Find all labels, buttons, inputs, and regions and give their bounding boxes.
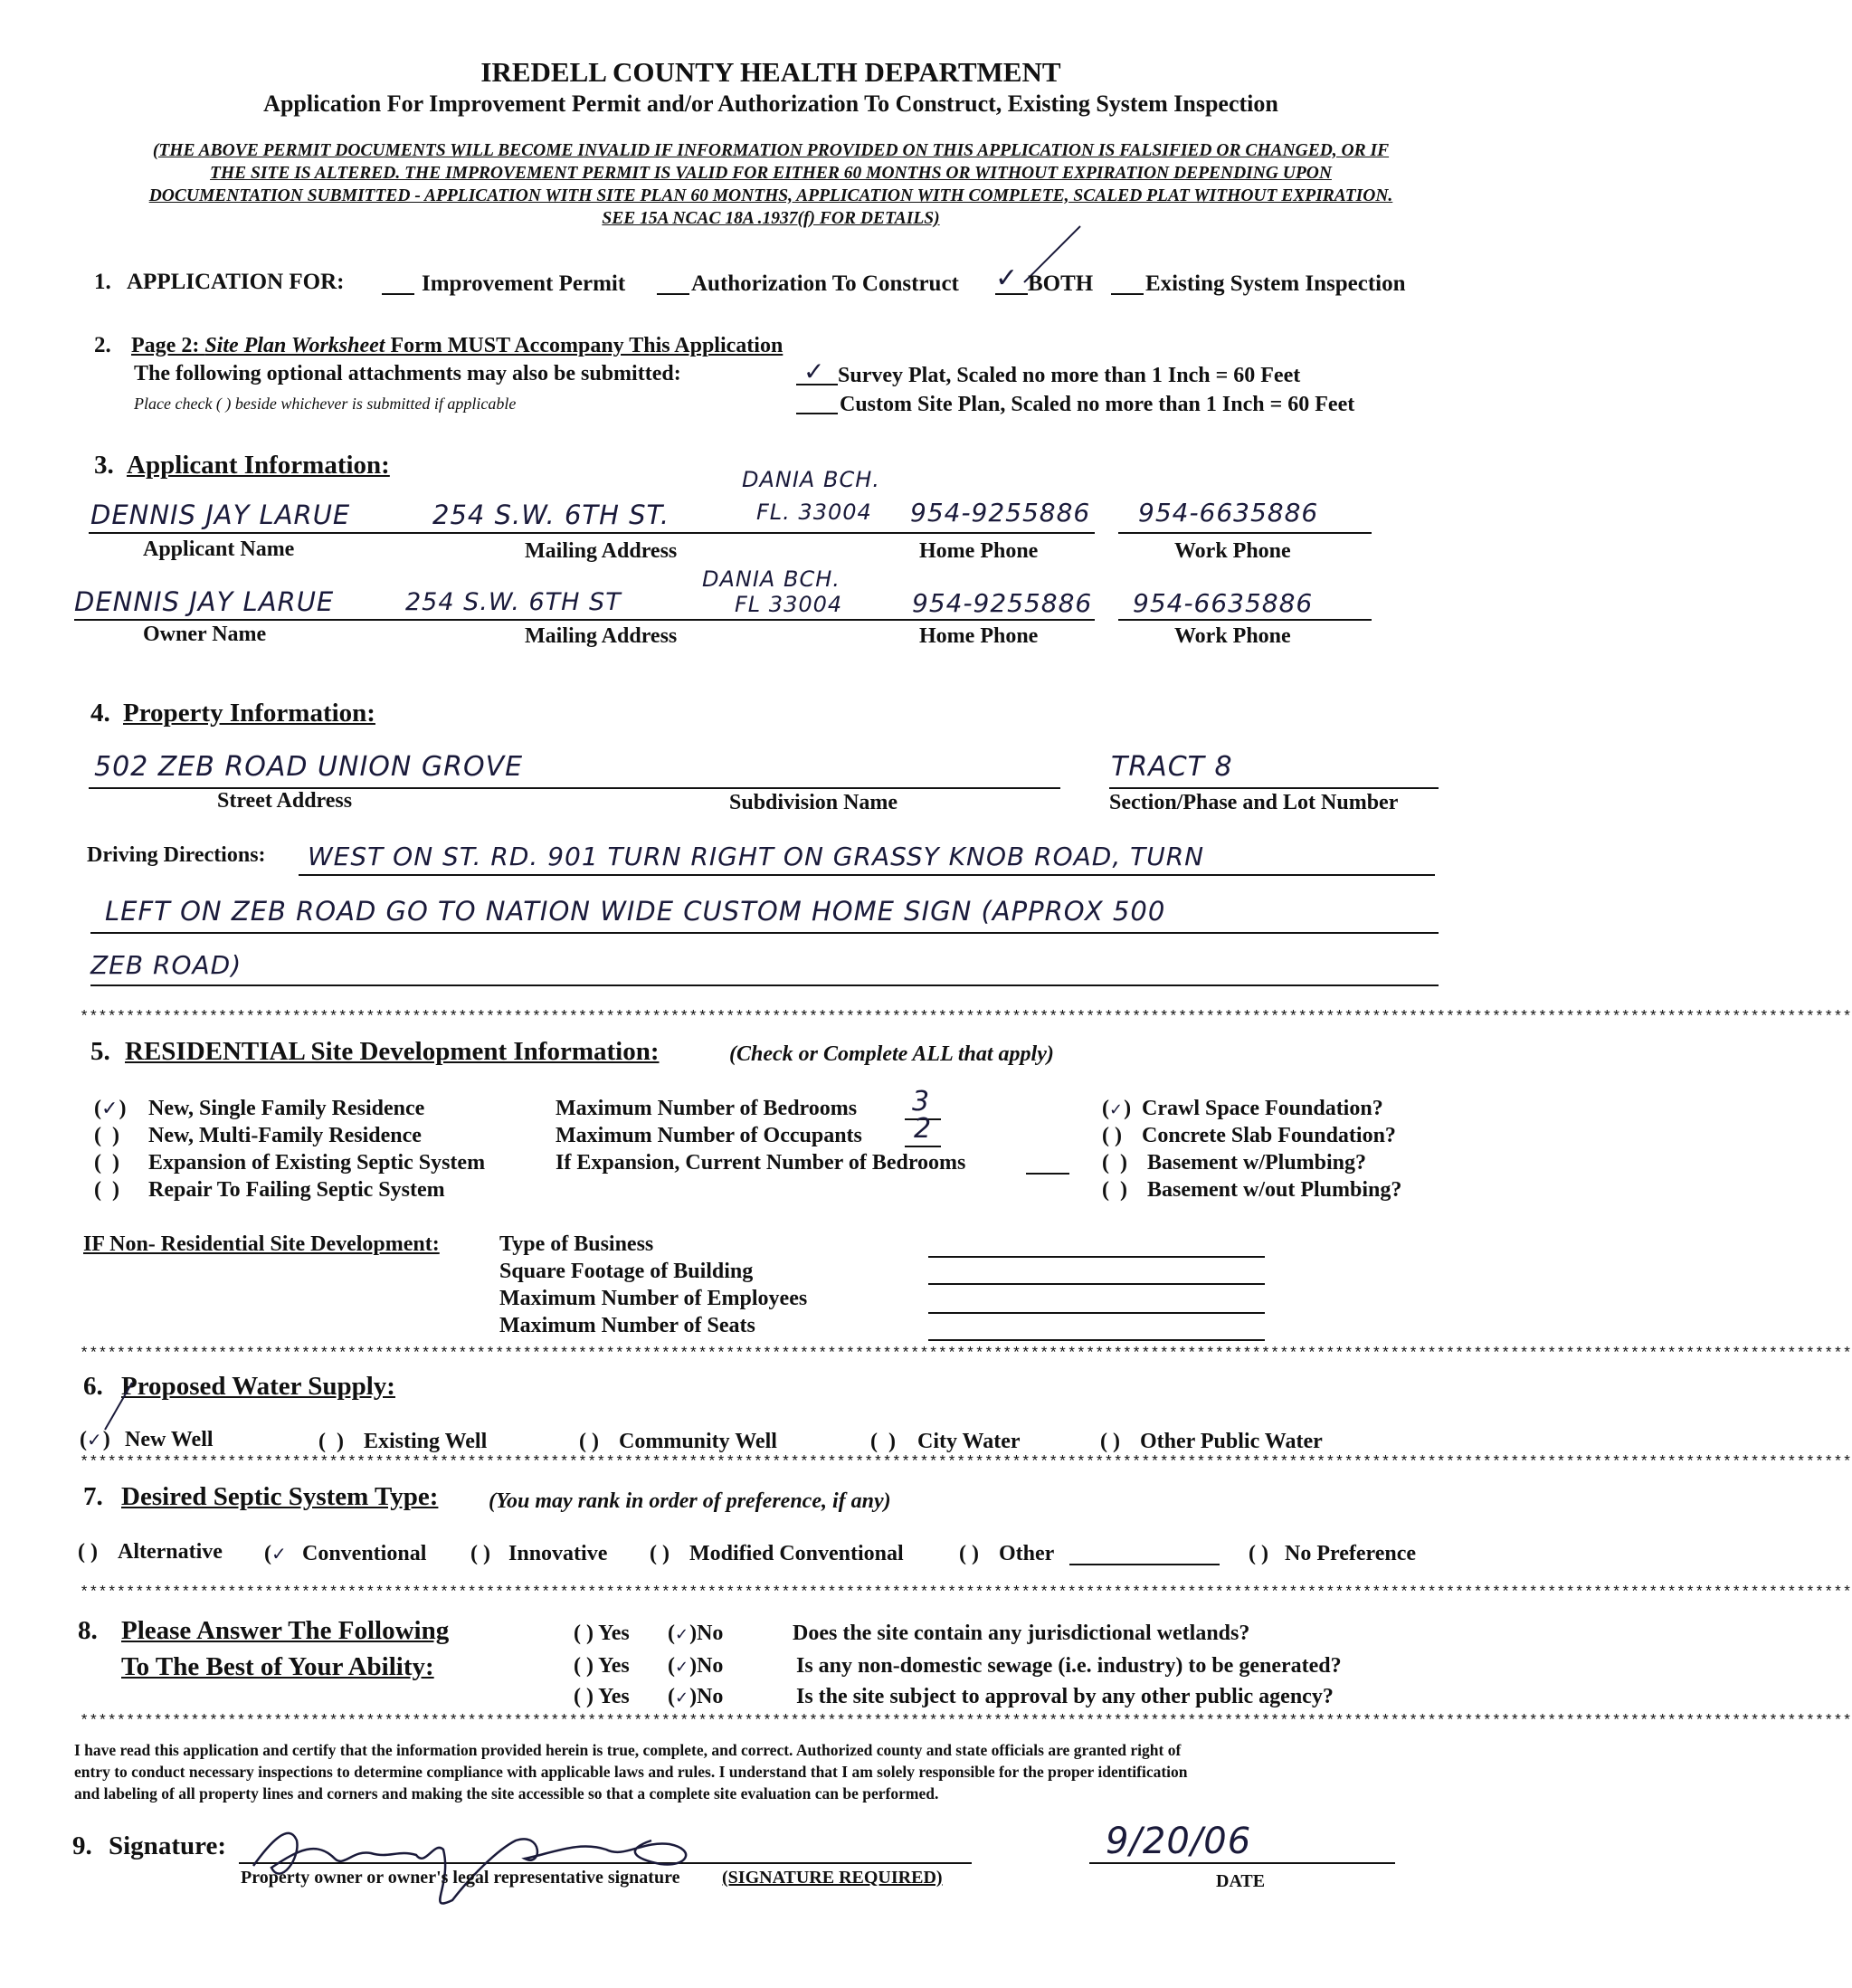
section-1-number: 1. [94, 270, 111, 294]
improvement-permit-blank[interactable] [382, 293, 414, 295]
custom-site-plan-blank[interactable] [796, 413, 838, 414]
basement-plumbing-label: Basement w/Plumbing? [1147, 1151, 1367, 1175]
septic-type-heading: Desired Septic System Type: [121, 1482, 439, 1511]
owner-address-value[interactable]: 254 S.W. 6TH ST [405, 588, 622, 616]
authorization-blank[interactable] [657, 293, 689, 295]
place-check-note: Place check ( ) beside whichever is submitted if applicable [134, 395, 517, 413]
date-label: DATE [1216, 1871, 1266, 1891]
no-preference-label: No Preference [1285, 1542, 1417, 1565]
innovative-label: Innovative [508, 1542, 608, 1565]
certification-line-2: entry to conduct necessary inspections to determine compliance with applicable laws and rules. I understand that I am solely responsible for the proper identification [74, 1763, 1188, 1781]
max-bedrooms-label: Maximum Number of Bedrooms [556, 1097, 858, 1120]
type-of-business-line[interactable] [928, 1256, 1265, 1258]
signature-label: Signature: [109, 1831, 226, 1860]
directions-text-2[interactable]: LEFT ON ZEB ROAD GO TO NATION WIDE CUSTOM HOME SIGN (APPROX 500 [105, 896, 1166, 927]
both-check-mark: ✓ [995, 262, 1020, 294]
certification-line-1: I have read this application and certify that the information provided herein is true, complete, and correct. Authorized county and state officials are granted right of [74, 1741, 1182, 1759]
existing-inspection-option: Existing System Inspection [1145, 271, 1406, 296]
other-septic-label: Other [999, 1542, 1055, 1565]
new-well-checkbox[interactable]: (✓) [80, 1428, 110, 1451]
section-5-number: 5. [90, 1037, 110, 1066]
applicant-home-label: Home Phone [919, 539, 1039, 563]
answer-heading-1: Please Answer The Following [121, 1616, 450, 1645]
date-line[interactable] [1089, 1862, 1395, 1864]
check-stroke-icon [100, 1379, 136, 1432]
date-value[interactable]: 9/20/06 [1106, 1821, 1252, 1862]
applicant-name-label: Applicant Name [143, 537, 295, 561]
both-option: BOTH [1028, 271, 1094, 296]
subdivision-name-label: Subdivision Name [729, 791, 898, 814]
max-employees-line[interactable] [928, 1312, 1265, 1314]
form-subtitle: Application For Improvement Permit and/or Authorization To Construct, Existing System Inspection [263, 90, 1278, 117]
property-information-heading: Property Information: [123, 699, 375, 728]
driving-directions-label: Driving Directions: [87, 843, 266, 867]
street-address-label: Street Address [217, 789, 353, 813]
sewage-question: Is any non-domestic sewage (i.e. industry) to be generated? [796, 1654, 1342, 1678]
lot-number-line [1109, 787, 1439, 789]
custom-site-plan-option: Custom Site Plan, Scaled no more than 1 Inch = 60 Feet [840, 393, 1355, 416]
owner-city: DANIA BCH. [702, 566, 841, 592]
current-bedrooms-line[interactable] [1026, 1173, 1069, 1175]
optional-attachments-text: The following optional attachments may also be submitted: [134, 362, 681, 385]
applicant-work-phone-value[interactable]: 954-6635886 [1138, 498, 1319, 528]
applicant-state-zip[interactable]: FL. 33004 [756, 499, 872, 525]
directions-line-3 [90, 984, 1439, 986]
repair-label: Repair To Failing Septic System [148, 1178, 445, 1202]
non-residential-label: IF Non- Residential Site Development: [83, 1232, 440, 1256]
owner-home-phone-value[interactable]: 954-9255886 [912, 588, 1093, 618]
owner-work-phone-value[interactable]: 954-6635886 [1133, 588, 1314, 618]
modified-conventional-label: Modified Conventional [689, 1542, 904, 1565]
single-family-checkbox[interactable]: (✓) [94, 1097, 127, 1120]
section-8-number: 8. [78, 1616, 98, 1645]
other-public-water-checkbox[interactable]: ( ) [1100, 1430, 1120, 1453]
owner-row-line [74, 619, 1095, 621]
type-of-business-label: Type of Business [499, 1232, 654, 1256]
owner-work-label: Work Phone [1174, 624, 1291, 648]
separator-stars-1: ************************************************************************************************************************************************************************************************ [80, 1009, 1852, 1026]
applicant-city: DANIA BCH. [742, 467, 880, 492]
residential-heading: RESIDENTIAL Site Development Information: [125, 1037, 660, 1066]
slab-label: Concrete Slab Foundation? [1142, 1124, 1396, 1147]
owner-work-line [1118, 619, 1372, 621]
new-well-label: New Well [125, 1428, 214, 1451]
owner-name-label: Owner Name [143, 623, 267, 646]
notice-line-4: SEE 15A NCAC 18A .1937(f) FOR DETAILS) [602, 209, 940, 228]
community-well-label: Community Well [619, 1430, 777, 1453]
current-bedrooms-label: If Expansion, Current Number of Bedrooms [556, 1151, 966, 1175]
basement-no-plumbing-checkbox[interactable]: ( ) [1102, 1178, 1127, 1202]
department-title: IREDELL COUNTY HEALTH DEPARTMENT [480, 56, 1061, 88]
square-footage-label: Square Footage of Building [499, 1260, 754, 1283]
existing-well-label: Existing Well [364, 1430, 488, 1453]
applicant-home-phone-value[interactable]: 954-9255886 [910, 498, 1091, 528]
section-3-number: 3. [94, 451, 114, 480]
other-septic-checkbox[interactable]: ( ) [959, 1542, 979, 1565]
max-occupants-label: Maximum Number of Occupants [556, 1124, 862, 1147]
street-address-value[interactable]: 502 ZEB ROAD UNION GROVE [94, 751, 524, 783]
wetlands-yes[interactable]: ( ) Yes [574, 1622, 630, 1645]
separator-stars-4: ************************************************************************************************************************************************************************************************ [80, 1584, 1852, 1602]
sewage-no[interactable]: (✓)No [668, 1654, 724, 1678]
max-employees-label: Maximum Number of Employees [499, 1287, 808, 1310]
innovative-checkbox[interactable]: ( ) [470, 1542, 490, 1565]
existing-well-checkbox[interactable]: ( ) [318, 1430, 344, 1453]
single-family-label: New, Single Family Residence [148, 1097, 425, 1120]
crawl-space-checkbox[interactable]: (✓) [1102, 1097, 1132, 1120]
survey-plat-option: Survey Plat, Scaled no more than 1 Inch = 60 Feet [838, 364, 1301, 387]
directions-line-1 [299, 874, 1435, 876]
site-plan-requirement: Page 2: Site Plan Worksheet Form MUST Accompany This Application [131, 334, 784, 357]
bedrooms-value[interactable]: 3 [912, 1086, 931, 1118]
city-water-label: City Water [917, 1430, 1021, 1453]
repair-checkbox[interactable]: ( ) [94, 1178, 119, 1202]
other-septic-line[interactable] [1069, 1564, 1220, 1565]
city-water-checkbox[interactable]: ( ) [870, 1430, 896, 1453]
agency-no[interactable]: (✓)No [668, 1685, 724, 1708]
basement-plumbing-checkbox[interactable]: ( ) [1102, 1151, 1127, 1175]
applicant-work-label: Work Phone [1174, 539, 1291, 563]
section-2-number: 2. [94, 333, 111, 357]
applicant-name-value[interactable]: DENNIS JAY LARUE [90, 499, 351, 530]
applicant-address-value[interactable]: 254 S.W. 6TH ST. [432, 499, 670, 530]
notice-line-2: THE SITE IS ALTERED. THE IMPROVEMENT PERMIT IS VALID FOR EITHER 60 MONTHS OR WITHOUT EXPIRATION DEPENDING UPON [210, 164, 1332, 183]
directions-text-3[interactable]: ZEB ROAD) [90, 950, 242, 980]
separator-stars-5: ************************************************************************************************************************************************************************************************ [80, 1713, 1852, 1730]
occupants-line [905, 1146, 941, 1147]
alternative-checkbox[interactable]: ( ) [78, 1540, 98, 1564]
certification-line-3: and labeling of all property lines and corners and making the site accessible so that a complete site evaluation can be performed. [74, 1784, 939, 1803]
existing-inspection-blank[interactable] [1111, 293, 1144, 295]
notice-line-3: DOCUMENTATION SUBMITTED - APPLICATION WITH SITE PLAN 60 MONTHS, APPLICATION WITH COMPLETE, SCALED PLAT WITHOUT EXPIRATION. [148, 186, 1393, 205]
max-seats-label: Maximum Number of Seats [499, 1314, 755, 1337]
community-well-checkbox[interactable]: ( ) [579, 1430, 599, 1453]
directions-line-2 [90, 932, 1439, 934]
occupants-value[interactable]: 2 [914, 1113, 933, 1145]
separator-stars-2: ************************************************************************************************************************************************************************************************ [80, 1346, 1852, 1363]
section-4-number: 4. [90, 699, 110, 728]
section-9-number: 9. [72, 1831, 92, 1860]
square-footage-line[interactable] [928, 1283, 1265, 1285]
residential-note: (Check or Complete ALL that apply) [729, 1042, 1054, 1066]
section-6-number: 6. [83, 1372, 103, 1401]
alternative-label: Alternative [118, 1540, 223, 1564]
other-public-water-label: Other Public Water [1140, 1430, 1323, 1453]
improvement-permit-option: Improvement Permit [422, 271, 626, 296]
agency-yes[interactable]: ( ) Yes [574, 1685, 630, 1708]
application-for-label: APPLICATION FOR: [127, 270, 345, 294]
basement-no-plumbing-label: Basement w/out Plumbing? [1147, 1178, 1402, 1202]
lot-number-label: Section/Phase and Lot Number [1109, 791, 1399, 814]
crawl-space-label: Crawl Space Foundation? [1142, 1097, 1383, 1120]
applicant-mailing-label: Mailing Address [525, 539, 678, 563]
answer-heading-2: To The Best of Your Ability: [121, 1652, 434, 1681]
applicant-information-heading: Applicant Information: [127, 451, 390, 480]
wetlands-question: Does the site contain any jurisdictional wetlands? [793, 1622, 1250, 1645]
expansion-label: Expansion of Existing Septic System [148, 1151, 486, 1175]
slab-checkbox[interactable]: ( ) [1102, 1124, 1122, 1147]
lot-number-value[interactable]: TRACT 8 [1111, 751, 1233, 783]
applicant-work-line [1118, 532, 1372, 534]
sewage-yes[interactable]: ( ) Yes [574, 1654, 630, 1678]
agency-question: Is the site subject to approval by any other public agency? [796, 1685, 1334, 1708]
section-7-number: 7. [83, 1482, 103, 1511]
expansion-checkbox[interactable]: ( ) [94, 1151, 119, 1175]
signature-required: (SIGNATURE REQUIRED) [722, 1868, 943, 1888]
multi-family-checkbox[interactable]: ( ) [94, 1124, 119, 1147]
modified-conventional-checkbox[interactable]: ( ) [650, 1542, 670, 1565]
water-supply-heading: Proposed Water Supply: [121, 1372, 395, 1401]
multi-family-label: New, Multi-Family Residence [148, 1124, 422, 1147]
signature-caption: Property owner or owner's legal representative signature [241, 1868, 680, 1888]
owner-state-zip[interactable]: FL 33004 [735, 592, 843, 617]
septic-type-note: (You may rank in order of preference, if any) [489, 1489, 891, 1513]
directions-text-1[interactable]: WEST ON ST. RD. 901 TURN RIGHT ON GRASSY KNOB ROAD, TURN [308, 842, 1205, 871]
max-seats-line[interactable] [928, 1339, 1265, 1341]
conventional-checkbox[interactable]: (✓ [264, 1542, 288, 1565]
authorization-option: Authorization To Construct [691, 271, 959, 296]
separator-stars-3: ************************************************************************************************************************************************************************************************ [80, 1454, 1852, 1471]
no-preference-checkbox[interactable]: ( ) [1249, 1542, 1268, 1565]
owner-name-value[interactable]: DENNIS JAY LARUE [74, 586, 335, 617]
survey-plat-check-mark: ✓ [803, 357, 826, 386]
owner-home-label: Home Phone [919, 624, 1039, 648]
notice-line-1: (THE ABOVE PERMIT DOCUMENTS WILL BECOME INVALID IF INFORMATION PROVIDED ON THIS APPLICATION IS FALSIFIED OR CHANGED, OR IF [152, 141, 1390, 160]
owner-mailing-label: Mailing Address [525, 624, 678, 648]
wetlands-no[interactable]: (✓)No [668, 1622, 724, 1645]
applicant-row-line [89, 532, 1095, 534]
conventional-label: Conventional [302, 1542, 427, 1565]
